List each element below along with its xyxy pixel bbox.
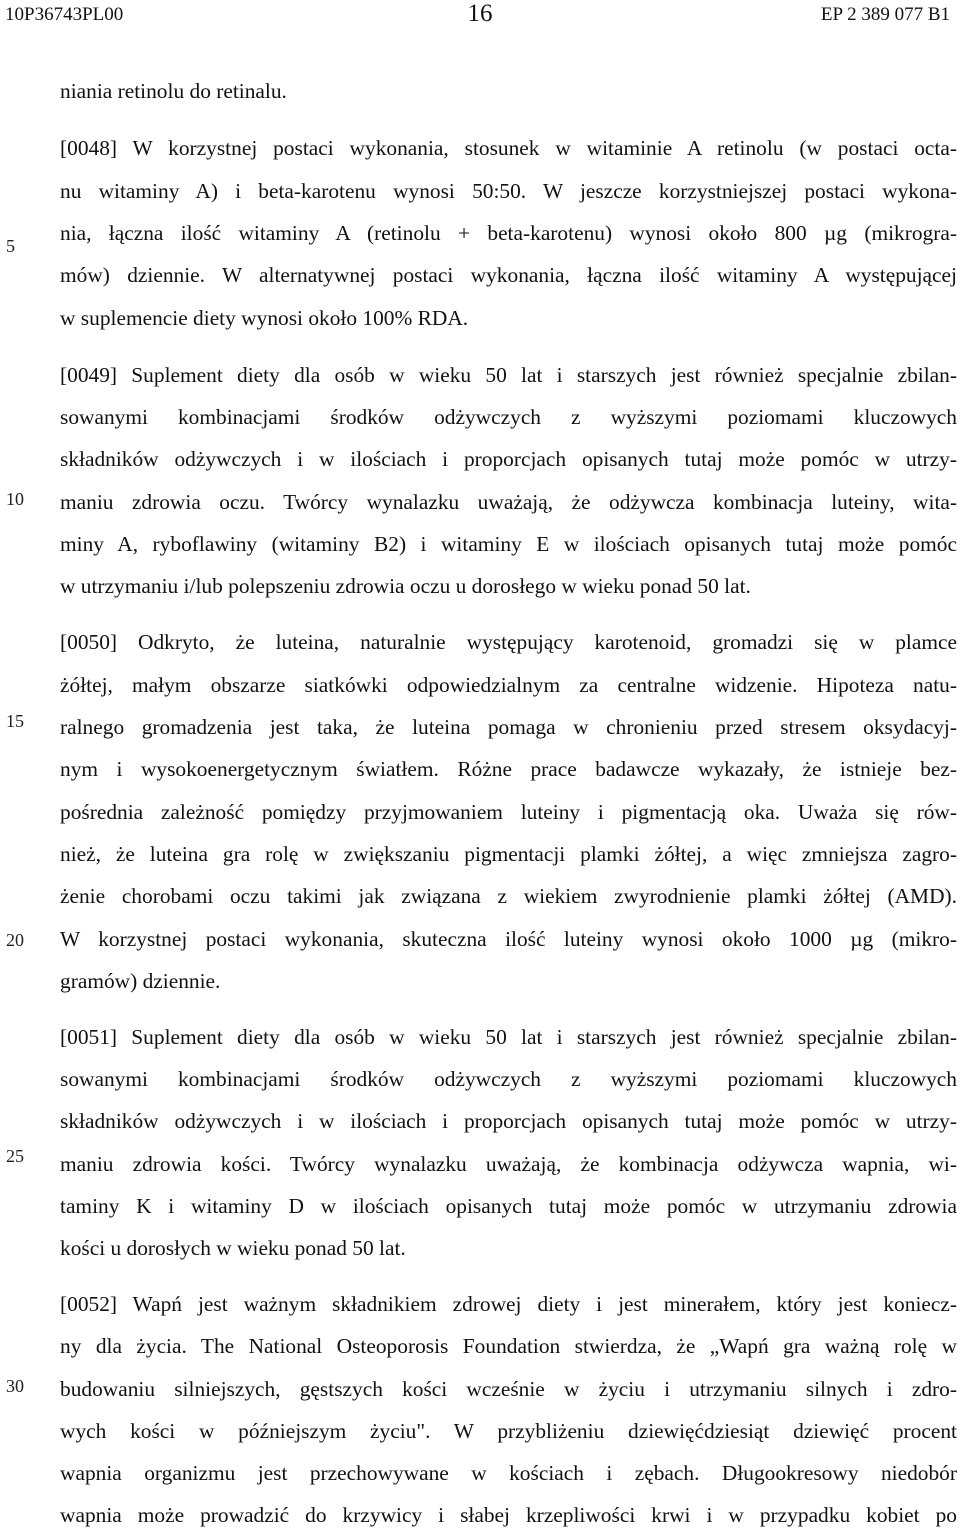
paragraph-0048-line: nia, łączna ilość witaminy A (retinolu + beta-karotenu) wynosi około 800 µg (mikrogra- — [60, 221, 957, 245]
paragraph-0050-line: żółtej, małym obszarze siatkówki odpowiedzialnym za centralne widzenie. Hipoteza natu- — [60, 673, 957, 697]
paragraph-0049-line: [0049] Suplement diety dla osób w wieku 50 lat i starszych jest również specjalnie zbilan- — [60, 363, 957, 387]
paragraph-0048-line: mów) dziennie. W alternatywnej postaci wykonania, łączna ilość witaminy A występującej — [60, 263, 957, 287]
paragraph-0050-line: gramów) dziennie. — [60, 969, 221, 993]
text-line: niania retinolu do retinalu. — [60, 79, 287, 103]
margin-line-number: 25 — [6, 1146, 24, 1166]
paragraph-0050-line: pośrednia zależność pomiędzy przyjmowaniem luteiny i pigmentacją oka. Uważa się rów- — [60, 800, 957, 824]
paragraph-0052-line: wapnia może prowadzić do krzywicy i słabej krzepliwości krwi i w przypadku kobiet po — [60, 1503, 957, 1527]
margin-line-number: 5 — [6, 236, 15, 256]
paragraph-0049-line: w utrzymaniu i/lub polepszeniu zdrowia oczu u dorosłego w wieku ponad 50 lat. — [60, 574, 751, 598]
paragraph-0051-line: sowanymi kombinacjami środków odżywczych z wyższymi poziomami kluczowych — [60, 1067, 957, 1091]
paragraph-0052-line: ny dla życia. The National Osteoporosis Foundation stwierdza, że „Wapń gra ważną rolę w — [60, 1334, 957, 1358]
paragraph-0049-line: maniu zdrowia oczu. Twórcy wynalazku uważają, że odżywcza kombinacja luteiny, wita- — [60, 490, 957, 514]
paragraph-0051-line: [0051] Suplement diety dla osób w wieku 50 lat i starszych jest również specjalnie zbilan- — [60, 1025, 957, 1049]
paragraph-0049-line: składników odżywczych i w ilościach i proporcjach opisanych tutaj może pomóc w utrzy- — [60, 447, 957, 471]
paragraph-0050-line: W korzystnej postaci wykonania, skuteczna ilość luteiny wynosi około 1000 µg (mikro- — [60, 927, 957, 951]
document-code: 10P36743PL00 — [5, 4, 124, 25]
paragraph-0052-line: [0052] Wapń jest ważnym składnikiem zdrowej diety i jest minerałem, który jest koniecz- — [60, 1292, 957, 1316]
paragraph-0050-line: nież, że luteina gra rolę w zwiększaniu pigmentacji plamki żółtej, a więc zmniejsza zagro- — [60, 842, 957, 866]
paragraph-0049-line: sowanymi kombinacjami środków odżywczych z wyższymi poziomami kluczowych — [60, 405, 957, 429]
paragraph-0051-line: kości u dorosłych w wieku ponad 50 lat. — [60, 1236, 406, 1260]
paragraph-0050-line: nym i wysokoenergetycznym światłem. Różne prace badawcze wykazały, że istnieje bez- — [60, 757, 957, 781]
paragraph-0051-line: składników odżywczych i w ilościach i proporcjach opisanych tutaj może pomóc w utrzy- — [60, 1109, 957, 1133]
paragraph-0052-line: wapnia organizmu jest przechowywane w kościach i zębach. Długookresowy niedobór — [60, 1461, 957, 1485]
paragraph-0049-line: miny A, ryboflawiny (witaminy B2) i witaminy E w ilościach opisanych tutaj może pomóc — [60, 532, 957, 556]
margin-line-number: 30 — [6, 1376, 24, 1396]
patent-number: EP 2 389 077 B1 — [820, 4, 950, 25]
page-number: 16 — [467, 0, 493, 27]
margin-line-number: 20 — [6, 930, 24, 950]
margin-line-number: 15 — [6, 711, 24, 731]
paragraph-0051-line: maniu zdrowia kości. Twórcy wynalazku uważają, że kombinacja odżywcza wapnia, wi- — [60, 1152, 957, 1176]
paragraph-0048-line: [0048] W korzystnej postaci wykonania, stosunek w witaminie A retinolu (w postaci octa- — [60, 136, 957, 160]
page-header — [0, 0, 960, 34]
paragraph-0050-line: ralnego gromadzenia jest taka, że luteina pomaga w chronieniu przed stresem oksydacyj- — [60, 715, 957, 739]
paragraph-0051-line: taminy K i witaminy D w ilościach opisanych tutaj może pomóc w utrzymaniu zdrowia — [60, 1194, 957, 1218]
margin-line-number: 10 — [6, 489, 24, 509]
paragraph-0050-line: [0050] Odkryto, że luteina, naturalnie występujący karotenoid, gromadzi się w plamce — [60, 630, 957, 654]
paragraph-0050-line: żenie chorobami oczu takimi jak związana z wiekiem zwyrodnienie plamki żółtej (AMD). — [60, 884, 957, 908]
paragraph-0052-line: budowaniu silniejszych, gęstszych kości wcześnie w życiu i utrzymaniu silnych i zdro- — [60, 1377, 957, 1401]
paragraph-0048-line: nu witaminy A) i beta-karotenu wynosi 50:50. W jeszcze korzystniejszej postaci wykona- — [60, 179, 957, 203]
paragraph-0052-line: wych kości w późniejszym życiu". W przybliżeniu dziewięćdziesiąt dziewięć procent — [60, 1419, 957, 1443]
paragraph-0048-line: w suplemencie diety wynosi około 100% RDA. — [60, 306, 469, 330]
